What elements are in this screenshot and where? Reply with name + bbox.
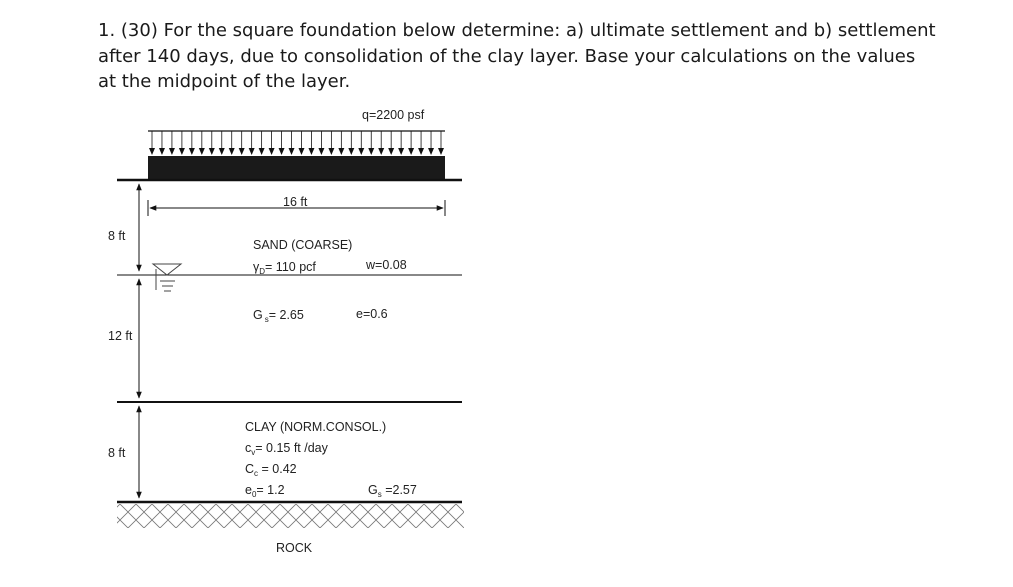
sand-water-content: w=0.08 [366,258,407,272]
load-arrow-head [298,148,304,155]
load-arrow-head [289,148,295,155]
clay-cc: $C_c = 0.42$ [245,462,297,478]
sand-void-ratio: e=0.6 [356,307,388,321]
load-arrow-head [159,148,165,155]
load-arrow-head [438,148,444,155]
load-arrow-head [318,148,324,155]
dim-sand-above-wt: 8 ft [108,229,126,243]
load-arrow-head [149,148,155,155]
sand-unit-weight: $\gamma_D= 110$ pcf [253,260,316,276]
width-label: 16 ft [283,195,308,209]
distributed-load [148,131,445,155]
load-arrow-head [378,148,384,155]
clay-e0: $e_0= 1.2$ [245,483,285,499]
load-arrow-head [189,148,195,155]
load-arrow-head [179,148,185,155]
load-arrow-head [219,148,225,155]
load-arrow-head [328,148,334,155]
load-arrow-head [428,148,434,155]
load-arrow-head [388,148,394,155]
water-table-symbol [153,264,181,291]
footing [148,156,445,180]
load-arrow-head [169,148,175,155]
clay-label: CLAY (NORM.CONSOL.) [245,420,387,434]
rock-hatch [117,504,464,528]
dim-clay: 8 ft [108,446,126,460]
load-arrow-head [338,148,344,155]
load-arrow-head [358,148,364,155]
problem-statement: 1. (30) For the square foundation below determine: a) ultimate settlement and b) settlement after 140 days, due to consolidation of the clay layer. Base your calculations on the values at the midpoint of the layer. [98,20,936,92]
clay-cv: $c_v= 0.15$ ft /day [245,441,328,457]
load-arrow-head [418,148,424,155]
load-arrow-head [368,148,374,155]
load-arrow-head [348,148,354,155]
load-arrow-head [398,148,404,155]
load-arrow-head [239,148,245,155]
load-arrow-head [279,148,285,155]
clay-specific-gravity: $G_s =2.57$ [368,483,417,499]
sand-specific-gravity: G $_s$= 2.65 [253,308,304,324]
load-arrow-head [259,148,265,155]
load-arrow-head [308,148,314,155]
load-arrows [149,131,444,155]
rock-label: ROCK [276,541,313,555]
load-arrow-head [199,148,205,155]
sand-label: SAND (COARSE) [253,238,353,252]
load-label: q=2200 psf [362,108,425,122]
load-arrow-head [209,148,215,155]
load-arrow-head [229,148,235,155]
dim-sand-below-wt: 12 ft [108,329,133,343]
load-arrow-head [269,148,275,155]
load-arrow-head [249,148,255,155]
load-arrow-head [408,148,414,155]
